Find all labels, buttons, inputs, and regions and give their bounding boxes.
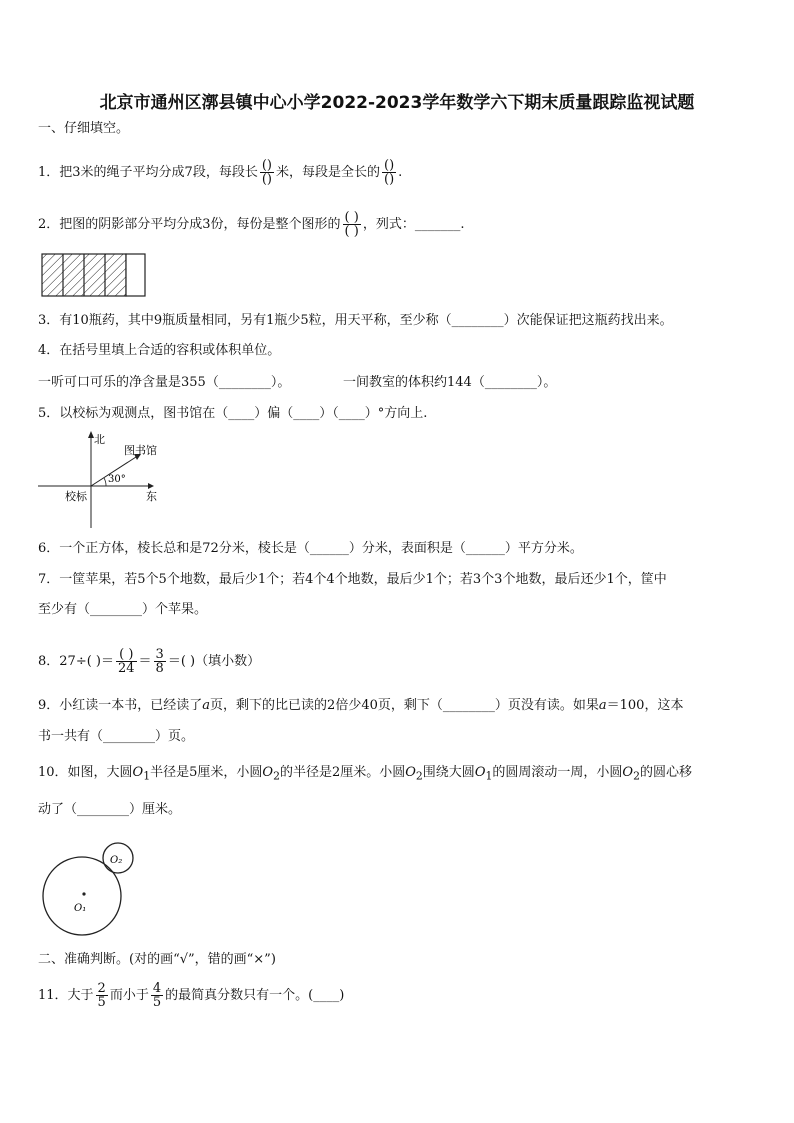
q1-fraction-1: $\frac{()}{()}$ — [261, 158, 272, 187]
q2-fraction: $\frac{( )}{( )}$ — [344, 210, 359, 239]
q2-text-a: 2．把图的阴影部分平均分成3份，每份是整个图形的 — [38, 217, 341, 232]
question-10-line-2: 动了（________）厘米。 — [38, 802, 182, 817]
question-4b: 一间教室的体积约144（________）。 — [343, 375, 557, 390]
east-label: 东 — [146, 490, 157, 503]
page-title: 北京市通州区漷县镇中心小学2022-2023学年数学六下期末质量跟踪监视试题 — [99, 93, 695, 113]
q1-text-a: 1．把3米的绳子平均分成7段，每段长 — [38, 165, 258, 180]
question-4: 4．在括号里填上合适的容积或体积单位。 — [38, 343, 281, 358]
q8-text-b: ＝( )（填小数） — [167, 654, 261, 669]
small-circle-label: O₂ — [110, 855, 123, 866]
question-6: 6．一个正方体，棱长总和是72分米，棱长是（______）分米，表面积是（______）平方分米。 — [38, 541, 583, 556]
origin-label: 校标 — [65, 490, 87, 503]
question-2 — [38, 211, 464, 238]
q11-fraction-2: $\frac{4}{5}$ — [152, 981, 162, 1010]
q2-text-b: ，列式：_______. — [362, 217, 465, 232]
question-11: 11．大于 $\frac{2}{5}$ 而小于 $\frac{4}{5}$ 的最简真分数只有一个。(____) — [38, 981, 345, 1010]
q10-circles-figure — [38, 840, 138, 942]
library-label: 图书馆 — [124, 444, 157, 457]
q11-fraction-1: $\frac{2}{5}$ — [97, 981, 106, 1010]
section-2-heading: 二、准确判断。(对的画“√”，错的画“×”) — [38, 952, 276, 967]
question-10-line-1: 10．如图，大圆$O_1$半径是5厘米，小圆$O_2$的半径是2厘米。小圆$O_2$围绕大圆$O_1$的圆周滚动一周，小圆$O_2$的圆心移 — [38, 765, 692, 783]
question-7-line-2: 至少有（________）个苹果。 — [38, 602, 208, 617]
q1-text-b: 米，每段是全长的 — [275, 165, 380, 180]
question-9-line-1: 9．小红读一本书，已经读了a页，剩下的比已读的2倍少40页，剩下（________）页没有读。如果a＝100，这本 — [38, 698, 684, 713]
question-3: 3．有10瓶药，其中9瓶质量相同，另有1瓶少5粒，用天平称，至少称（________）次能保证把这瓶药找出来。 — [38, 313, 673, 328]
q2-shaded-rectangle-figure — [40, 252, 148, 298]
q8-equals: ＝ — [138, 654, 152, 669]
question-5: 5．以校标为观测点，图书馆在（____）偏（____）（____）°方向上. — [38, 406, 428, 421]
question-8 — [38, 648, 260, 675]
question-9-line-2: 书一共有（________）页。 — [38, 729, 195, 744]
q5-direction-figure — [36, 428, 176, 532]
angle-label: 30° — [108, 474, 126, 485]
question-4a: 一听可口可乐的净含量是355（________）。 — [38, 375, 291, 390]
q1-fraction-2: $\frac{()}{()}$ — [384, 158, 395, 187]
variable-a: a — [202, 698, 211, 713]
q1-text-c: . — [398, 165, 403, 180]
question-7-line-1: 7．一筐苹果，若5个5个地数，最后少1个；若4个4个地数，最后少1个；若3个3个地数，最后还少1个，筐中 — [38, 572, 667, 587]
variable-a: a — [598, 698, 607, 713]
q8-fraction-2: $\frac{3}{8}$ — [155, 647, 164, 676]
question-1 — [38, 159, 402, 186]
q8-fraction-1: $\frac{( )}{24}$ — [117, 647, 135, 676]
north-label: 北 — [94, 433, 105, 446]
big-circle-label: O₁ — [74, 903, 87, 914]
q8-text-a: 8．27÷( )＝ — [38, 654, 114, 669]
section-1-heading: 一、仔细填空。 — [38, 121, 130, 136]
